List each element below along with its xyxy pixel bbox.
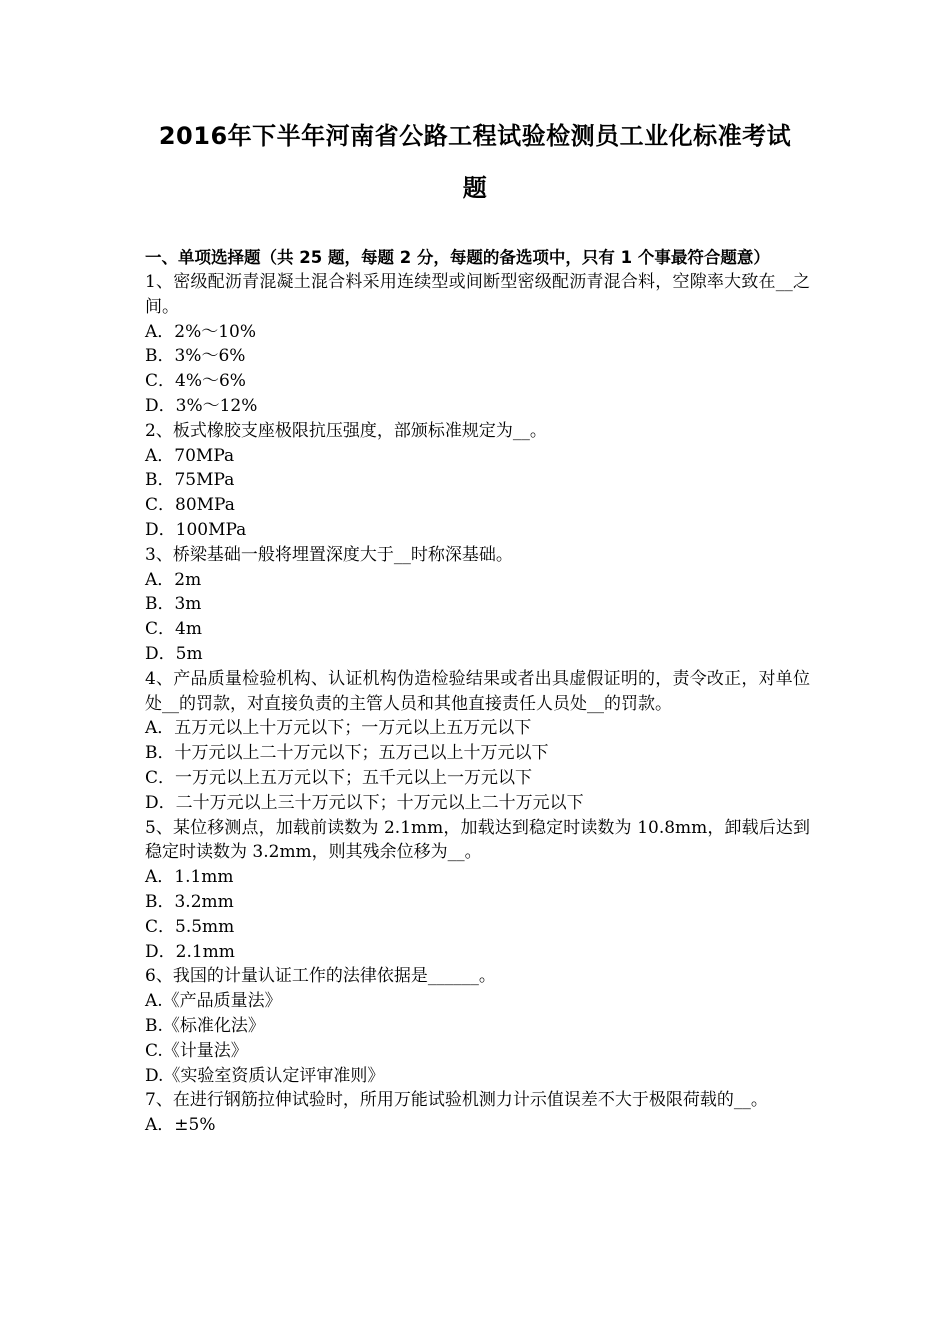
option-list [145,865,810,964]
answer-option: A．2%～10% [145,321,257,342]
answer-option: C．80MPa [145,495,235,516]
answer-option: C．一万元以上五万元以下；五千元以上一万元以下 [145,767,533,788]
question-list [145,270,810,1138]
answer-option: A．70MPa [145,445,235,466]
question-stem: 3、桥梁基础一般将埋置深度大于__时称深基础。 [145,544,513,565]
answer-option: B．十万元以上二十万元以下；五万己以上十万元以下 [145,743,549,764]
question-stem: 5、某位移测点，加载前读数为 2.1mm，加载达到稳定时读数为 10.8mm，卸载后达到稳定时读数为 3.2mm，则其残余位移为__。 [145,817,810,863]
question-block [145,667,810,816]
option-list [145,444,810,543]
option-list [145,716,810,815]
answer-option: D．3%～12% [145,395,258,416]
answer-option: B．75MPa [145,470,235,491]
question-stem: 1、密级配沥青混凝土混合料采用连续型或间断型密级配沥青混合料，空隙率大致在__之间。 [145,272,810,317]
question-block [145,964,810,1088]
answer-option: D．5m [145,643,203,664]
answer-option: C．4m [145,619,202,640]
question-block [145,270,810,419]
answer-option: B．3%～6% [145,346,246,367]
answer-option: A．1.1mm [145,867,234,888]
option-list [145,989,810,1088]
answer-option: D.《实验室资质认定评审准则》 [145,1065,385,1086]
answer-option: A．±5% [145,1115,216,1136]
answer-option: A.《产品质量法》 [145,991,282,1012]
question-stem: 2、板式橡胶支座极限抗压强度，部颁标准规定为__。 [145,420,547,441]
section-heading: 一、单项选择题（共 25 题，每题 2 分，每题的备选项中，只有 1 个事最符合题意） [145,248,770,267]
option-list [145,1113,810,1138]
option-list [145,568,810,667]
answer-option: D．100MPa [145,519,247,540]
answer-option: C．4%～6% [145,371,246,392]
question-block [145,419,810,543]
question-stem: 4、产品质量检验机构、认证机构伪造检验结果或者出具虚假证明的，责令改正，对单位处__的罚款，对直接负责的主管人员和其他直接责任人员处__的罚款。 [145,668,810,714]
answer-option: C.《计量法》 [145,1040,248,1061]
answer-option: B.《标准化法》 [145,1015,265,1036]
answer-option: C．5.5mm [145,916,235,937]
answer-option: D．2.1mm [145,941,235,962]
question-block [145,543,810,667]
title-line-2: 题 [462,174,488,202]
question-block [145,816,810,965]
question-stem: 6、我国的计量认证工作的法律依据是______。 [145,966,496,987]
answer-option: D．二十万元以上三十万元以下；十万元以上二十万元以下 [145,792,584,813]
option-list [145,320,810,419]
answer-option: A．2m [145,569,202,590]
answer-option: B．3m [145,594,202,615]
answer-option: B．3.2mm [145,891,234,912]
question-stem: 7、在进行钢筋拉伸试验时，所用万能试验机测力计示值误差不大于极限荷载的__。 [145,1090,768,1111]
title-line-1: 2016年下半年河南省公路工程试验检测员工业化标准考试 [158,122,792,150]
document-body [145,245,810,1138]
document-title [100,110,850,214]
question-block [145,1088,810,1138]
answer-option: A．五万元以上十万元以下；一万元以上五万元以下 [145,718,532,739]
